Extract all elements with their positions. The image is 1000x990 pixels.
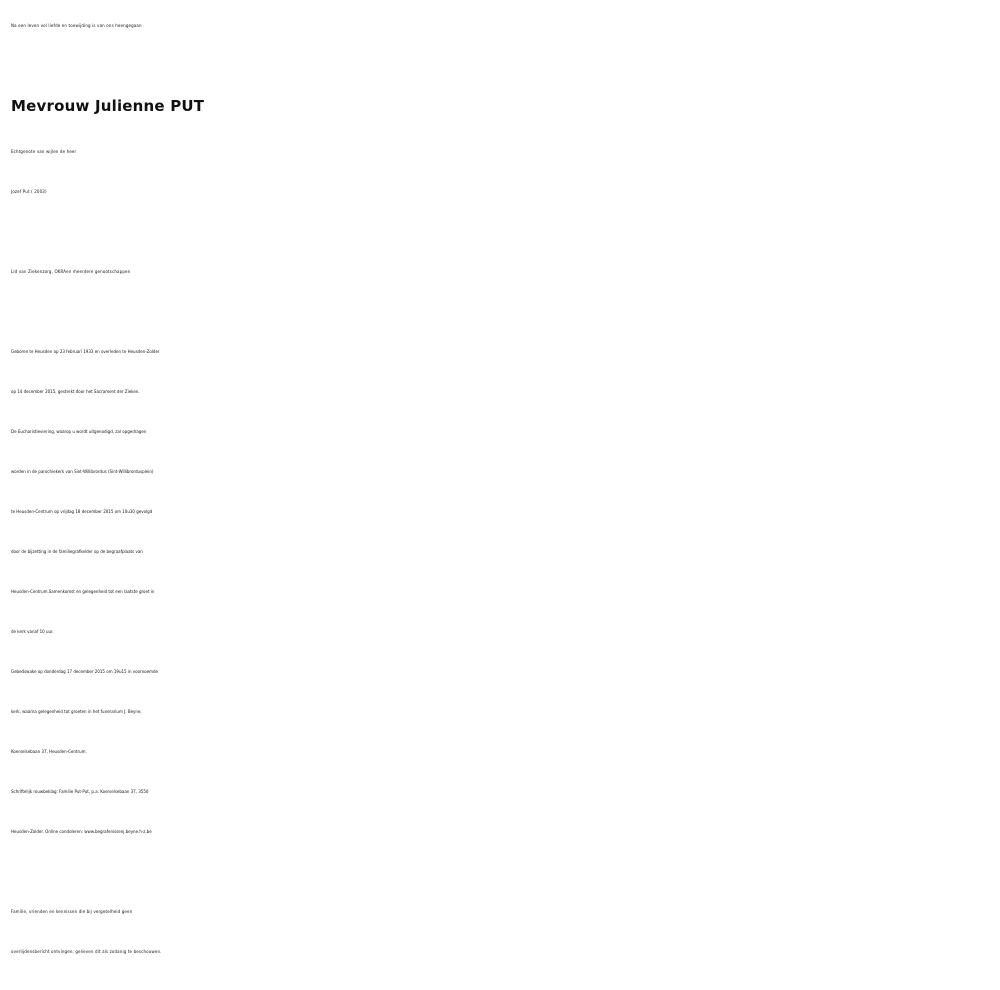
details-line: door de bijzetting in de familiegrafkelder op de begraafplaats van <box>11 549 143 554</box>
details-line: Heusden-Zolder. Online condoleren: www.begrafenissenj.beyne.h-z.be <box>11 829 152 834</box>
death-notice <box>11 6 996 972</box>
details-line: Geboren te Heusden op 23 februari 1933 en overleden te Heusden-Zolder <box>11 349 160 354</box>
closing-line: overlijdensbericht ontvingen, gelieven dit als zodanig te beschouwen. <box>11 949 162 954</box>
funeral-details <box>11 332 996 852</box>
deceased-name: Mevrouw Julienne PUT <box>11 97 205 115</box>
details-line: kerk, waarna gelegenheid tot groeten in het funerarium J. Beyne, <box>11 709 142 714</box>
closing-note <box>11 892 996 972</box>
details-line: Heusden-Centrum.Samenkomst en gelegenheid tot een laatste groet in <box>11 589 155 594</box>
spacer <box>11 292 996 332</box>
spouse-info <box>11 132 996 212</box>
details-line: Gebedswake op donderdag 17 december 2015 om 19u15 in voornoemde <box>11 669 158 674</box>
details-line: Schriftelijk rouwbeklag: Familie Put-Put, p.a. Koerselsebaan 37, 3550 <box>11 789 149 794</box>
details-line: Koerselsebaan 37, Heusden-Centrum. <box>11 749 87 754</box>
spouse-line: Echtgenote van wijlen de heer <box>11 149 77 154</box>
intro-text: Na een leven vol liefde en toewijding is van ons heengegaan <box>11 23 142 28</box>
details-line: te Heusden-Centrum op vrijdag 18 december 2015 om 10u30 gevolgd <box>11 509 153 514</box>
details-line: de kerk vanaf 10 uur. <box>11 629 54 634</box>
closing-line: Familie, vrienden en kennissen die bij vergetelheid geen <box>11 909 133 914</box>
spouse-line: Jozef Put ( 2003) <box>11 189 47 194</box>
spacer <box>11 212 996 252</box>
details-line: op 14 december 2015, gesterkt door het Sacrament der Zieken. <box>11 389 140 394</box>
details-line: worden in de parochiekerk van Sint-Willibrordus (Sint-Willibrordusplein) <box>11 469 154 474</box>
spacer <box>11 852 996 892</box>
details-line: De Eucharistieviering, waarop u wordt uitgenodigd, zal opgedragen <box>11 429 147 434</box>
membership-text: Lid van Ziekenzorg, OKRAen meerdere genootschappen <box>11 269 131 274</box>
